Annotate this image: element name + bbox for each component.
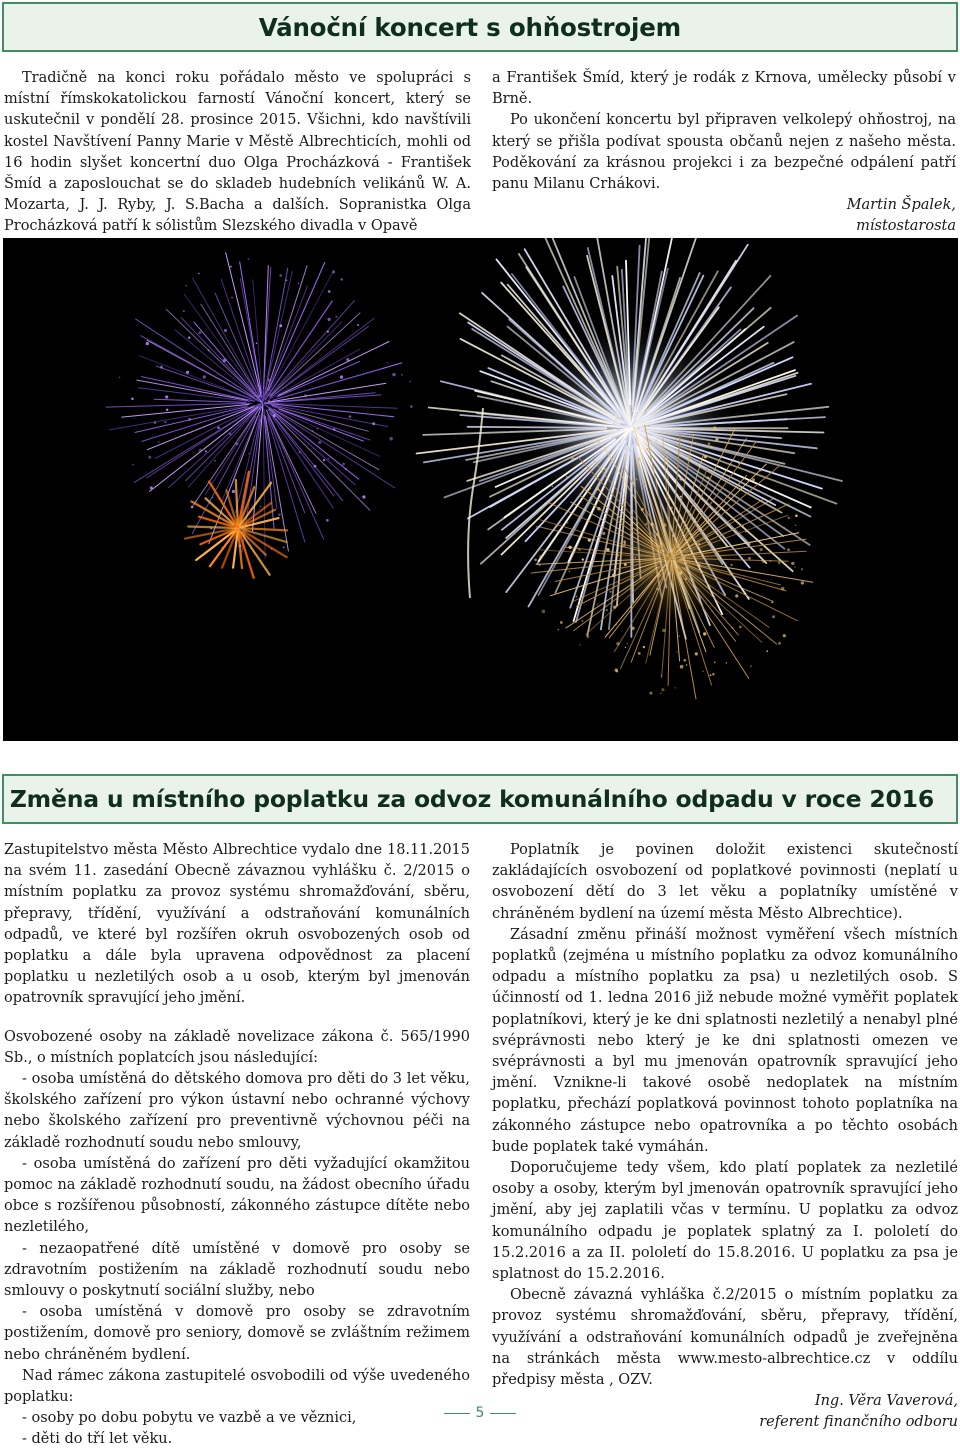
paragraph: Tradičně na konci roku pořádalo město ve spolupráci s místní římskokatolickou farností Vánoční koncert, který se uskutečnil v pondělí 28. prosince 2015. Všichni, kdo navštívili kostel Navštívení Panny Marie v Městě Albrechticích, mohli od 16 hodin slyšet koncertní duo Olga Procházková - František Šmíd a zaposlouchat se do skladeb hudebních velikánů W. A. Mozarta, J. J. Ryby, J. S.Bacha a dalších. Sopranistka Olga Procházková patří k sólistům Slezského divadla v Opavě	[4, 68, 471, 238]
article2-column-right	[492, 840, 958, 1433]
author-role: místostarosta	[492, 216, 956, 237]
paragraph: Zastupitelstvo města Město Albrechtice vydalo dne 18.11.2015 na svém 11. zasedání Obecně závaznou vyhlášku č. 2/2015 o místním poplatku za provoz systému shromažďování, sběru, přepravy, třídění, využívání a odstraňování komunálních odpadů, ve které byl rozšířen okruh osvobozených osob od poplatku a dále byla upravena odpovědnost za placení poplatku u nezletilých osob a u osob, kterým byl jmenován opatrovník spravující jeho jmění.	[4, 840, 470, 1010]
fireworks-illustration	[3, 238, 958, 741]
article-title: Změna u místního poplatku za odvoz komunálního odpadu v roce 2016	[10, 785, 934, 813]
article1-column-left	[4, 68, 471, 238]
list-item: - osoba umístěná do zařízení pro děti vyžadující okamžitou pomoc na základě rozhodnutí soudu, na žádost obecního úřadu obce s rozšířenou působností, zákonného zástupce dítěte nebo nezletilého,	[4, 1154, 470, 1239]
paragraph: Obecně závazná vyhláška č.2/2015 o místním poplatku za provoz systému shromažďování, sběru, přepravy, třídění, využívání a odstraňování komunálních odpadů je zveřejněna na stránkách města www.mesto-albrechtice.cz v oddílu předpisy města , OZV.	[492, 1285, 958, 1391]
paragraph: a František Šmíd, který je rodák z Krnova, umělecky působí v Brně.	[492, 68, 956, 110]
list-item: - osoba umístěná do dětského domova pro děti do 3 let věku, školského zařízení pro výkon ústavní nebo ochranné výchovy nebo školského zařízení pro preventivně výchovnou péči na základě rozhodnutí soudu nebo smlouvy,	[4, 1069, 470, 1154]
author-role: referent finančního odboru	[492, 1412, 958, 1433]
list-item: - děti do tří let věku.	[4, 1429, 470, 1450]
list-item: - nezaopatřené dítě umístěné v domově pro osoby se zdravotním postižením na základě rozhodnutí soudu nebo smlouvy o poskytnutí sociální služby, nebo	[4, 1239, 470, 1303]
author-name: Martin Špalek,	[492, 195, 956, 216]
paragraph: Osvobozené osoby na základě novelizace zákona č. 565/1990 Sb., o místních poplatcích jsou následující:	[4, 1027, 470, 1069]
article-title: Vánoční koncert s ohňostrojem	[259, 13, 681, 42]
paragraph: Zásadní změnu přináší možnost vyměření všech místních poplatků (zejména u místního poplatku za odvoz komunálního odpadu a místního poplatku za psa) u nezletilých osob. S účinností od 1. ledna 2016 již nebude možné vyměřit poplatek poplatníkovi, který je ke dni splatnosti nezletilý a nenabyl plné svéprávnosti nebo který je ke dni splatnosti omezen ve svéprávnosti a byl mu jmenován opatrovník spravující jeho jmění. Vznikne-li takové osobě nedoplatek na místním poplatku, přechází poplatková povinnost tohoto poplatníka na zákonného zástupce nebo opatrovníka a po těchto osobách bude poplatek také vymáhán.	[492, 925, 958, 1158]
author-name: Ing. Věra Vaverová,	[492, 1391, 958, 1412]
divider	[490, 1413, 516, 1414]
article2-column-left	[4, 840, 470, 1451]
list-item: - osoba umístěná v domově pro osoby se zdravotním postižením, domově pro seniory, domově se zvláštním režimem nebo chráněném bydlení.	[4, 1302, 470, 1366]
article-title-banner	[2, 774, 958, 824]
page-number	[0, 1405, 960, 1421]
author-signature	[492, 195, 956, 237]
paragraph: Poplatník je povinen doložit existenci skutečností zakládajících osvobození od poplatkové povinnosti (neplatí u osvobození dětí do 3 let věku a poplatníky umístěné v chráněném bydlení na území města Město Albrechtice).	[492, 840, 958, 925]
divider	[444, 1413, 470, 1414]
paragraph: Nad rámec zákona zastupitelé osvobodili od výše uvedeného poplatku:	[4, 1366, 470, 1408]
list-item: - osoby po dobu pobytu ve vazbě a ve věznici,	[4, 1408, 470, 1429]
fireworks-photo	[3, 238, 958, 741]
page-number-value: 5	[476, 1405, 485, 1421]
article-title-banner	[2, 2, 958, 52]
paragraph: Doporučujeme tedy všem, kdo platí poplatek za nezletilé osoby a osoby, kterým byl jmenován opatrovník spravující jeho jmění, aby jej zaplatili včas v termínu. U poplatku za odvoz komunálního odpadu je poplatek splatný za I. pololetí do 15.2.2016 a za II. pololetí do 15.8.2016. U poplatku za psa je splatnost do 15.2.2016.	[492, 1158, 958, 1285]
article1-column-right	[492, 68, 956, 237]
paragraph: Po ukončení koncertu byl připraven velkolepý ohňostroj, na který se přišla podívat spousta občanů nejen z našeho města. Poděkování za krásnou projekci i za bezpečné odpálení patří panu Milanu Crhákovi.	[492, 110, 956, 195]
